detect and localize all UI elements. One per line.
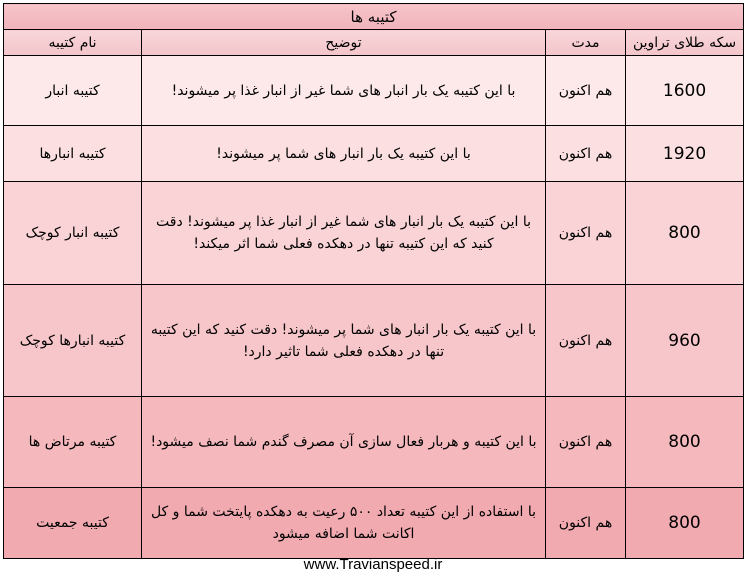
price-cell: 800 xyxy=(626,397,744,488)
name-cell: کتیبه انبارها کوچک xyxy=(4,285,142,397)
duration-cell: هم اکنون xyxy=(546,56,626,126)
price-cell: 800 xyxy=(626,488,744,559)
footer-url: www.Travianspeed.ir xyxy=(303,556,443,573)
duration-cell: هم اکنون xyxy=(546,126,626,182)
table-row xyxy=(4,285,744,397)
price-cell: 1920 xyxy=(626,126,744,182)
table-title: کتیبه ها xyxy=(4,4,744,30)
table-row xyxy=(4,397,744,488)
description-cell: با این کتیبه و هربار فعال سازی آن مصرف گندم شما نصف میشود! xyxy=(142,397,546,488)
header-description: توضیح xyxy=(142,30,546,56)
name-cell: کتیبه انبار xyxy=(4,56,142,126)
header-duration: مدت xyxy=(546,30,626,56)
duration-cell: هم اکنون xyxy=(546,488,626,559)
name-cell: کتیبه جمعیت xyxy=(4,488,142,559)
price-cell: 960 xyxy=(626,285,744,397)
name-cell: کتیبه مرتاض ها xyxy=(4,397,142,488)
name-cell: کتیبه انبار کوچک xyxy=(4,182,142,285)
price-cell: 1600 xyxy=(626,56,744,126)
description-cell: با این کتیبه یک بار انبار های شما غیر از انبار غذا پر میشوند! دقت کنید که این کتیبه تنها در دهکده فعلی شما اثر میکند! xyxy=(142,182,546,285)
description-cell: با استفاده از این کتیبه تعداد ۵۰۰ رعیت به دهکده پایتخت شما و کل اکانت شما اضافه میشود xyxy=(142,488,546,559)
description-cell: با این کتیبه یک بار انبار های شما غیر از انبار غذا پر میشوند! xyxy=(142,56,546,126)
description-cell: با این کتیبه یک بار انبار های شما پر میشوند! دقت کنید که این کتیبه تنها در دهکده فعلی شما تاثیر دارد! xyxy=(142,285,546,397)
table-row xyxy=(4,488,744,559)
price-cell: 800 xyxy=(626,182,744,285)
table-title-row xyxy=(4,4,744,30)
table-row xyxy=(4,126,744,182)
duration-cell: هم اکنون xyxy=(546,397,626,488)
header-price: سکه طلای تراوین xyxy=(626,30,744,56)
header-name: نام کتیبه xyxy=(4,30,142,56)
duration-cell: هم اکنون xyxy=(546,182,626,285)
name-cell: کتیبه انبارها xyxy=(4,126,142,182)
table-row xyxy=(4,56,744,126)
description-cell: با این کتیبه یک بار انبار های شما پر میشوند! xyxy=(142,126,546,182)
table-row xyxy=(4,182,744,285)
duration-cell: هم اکنون xyxy=(546,285,626,397)
scrolls-table xyxy=(3,3,744,559)
table-header-row xyxy=(4,30,744,56)
